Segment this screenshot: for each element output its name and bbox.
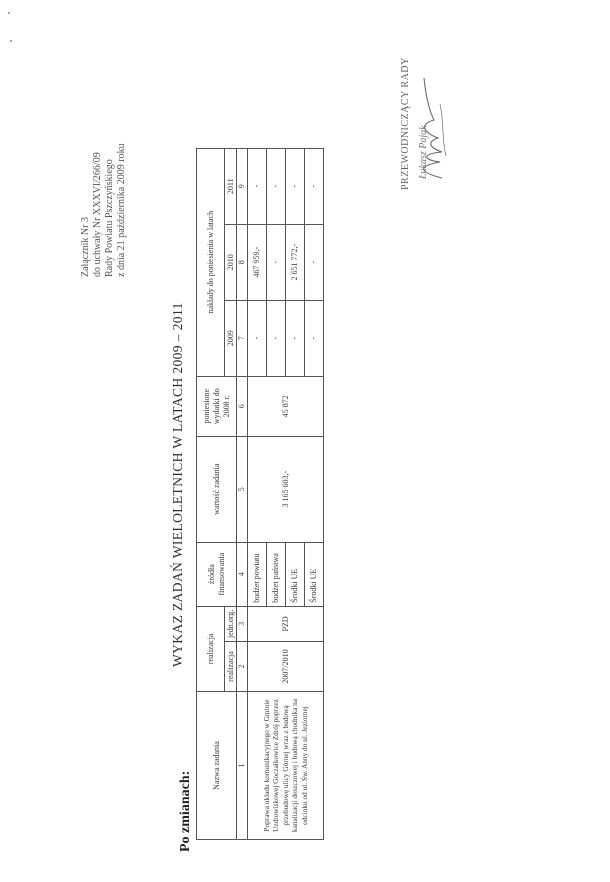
annex-line: Rady Powiatu Pszczyńskiego xyxy=(104,159,115,277)
header-sources: źródła finansowania xyxy=(197,542,237,606)
header-year-2010: 2010 xyxy=(225,224,237,300)
annex-line: do uchwały Nr XXXVI/266/09 xyxy=(92,152,103,277)
section-subtitle: Po zmianach: xyxy=(178,770,193,852)
column-number: 3 xyxy=(237,606,248,641)
signature-role: PRZEWODNICZĄCY RADY xyxy=(400,57,411,190)
outlay-2009-cell: - xyxy=(267,300,286,376)
task-period-cell: 2007/2010 xyxy=(248,642,324,692)
annex-header xyxy=(80,143,128,277)
scan-speck xyxy=(10,40,12,42)
header-outlays: nakłady do poniesienia w latach xyxy=(197,148,225,376)
outlay-2011-cell: - xyxy=(267,148,286,224)
header-year-2009: 2009 xyxy=(225,300,237,376)
outlay-2010-cell: 467 959,- xyxy=(248,224,267,300)
task-name-cell: Poprawa układu komunikacyjnego w Gminie Uzdrowiskowej Goczałkowice Zdrój poprzez przebudowę ulicy Górnej wraz z budową kanalizacji deszczowej i budową chodnika na odcinku od ul. Św. Anny do ul. Jeziornej xyxy=(248,692,324,840)
header-realizacja: realizacja xyxy=(197,606,225,691)
outlay-2010-cell: 2 651 772,- xyxy=(286,224,305,300)
document-title: WYKAZ ZADAŃ WIELOLETNICH W LATACH 2009 – 2011 xyxy=(170,302,185,667)
outlay-2009-cell: - xyxy=(286,300,305,376)
outlay-2010-cell: - xyxy=(305,224,324,300)
task-value-cell: 3 165 603,- xyxy=(248,436,324,542)
outlay-2010-cell: - xyxy=(267,224,286,300)
source-cell: budżet powiatu xyxy=(248,542,267,606)
tasks-table xyxy=(196,148,324,840)
column-number: 9 xyxy=(237,148,248,224)
scan-speck xyxy=(8,12,10,14)
task-unit-cell: PZD xyxy=(248,606,324,641)
annex-line: Załącznik Nr 3 xyxy=(80,217,91,277)
annex-line: z dnia 21 października 2009 roku xyxy=(116,143,127,277)
header-value: wartość zadania xyxy=(197,436,237,542)
column-number: 4 xyxy=(237,542,248,606)
column-number: 1 xyxy=(237,692,248,840)
column-number: 5 xyxy=(237,436,248,542)
source-cell: budżet państwa xyxy=(267,542,286,606)
signature-name: Łukasz Pająk xyxy=(418,125,429,179)
outlay-2009-cell: - xyxy=(305,300,324,376)
source-cell: Środki UE xyxy=(286,542,305,606)
outlay-2011-cell: - xyxy=(248,148,267,224)
header-unit: jedn.org. xyxy=(225,606,237,641)
header-task-name: Nazwa zadania xyxy=(197,692,237,840)
outlay-2009-cell: - xyxy=(248,300,267,376)
task-spent-cell: 45 872 xyxy=(248,376,324,436)
source-cell: Środki UE xyxy=(305,542,324,606)
header-spent: poniesione wydatki do 2008 r. xyxy=(197,376,237,436)
column-number: 6 xyxy=(237,376,248,436)
column-number: 8 xyxy=(237,224,248,300)
outlay-2011-cell: - xyxy=(305,148,324,224)
outlay-2011-cell: - xyxy=(286,148,305,224)
header-year-2011: 2011 xyxy=(225,148,237,224)
column-number: 7 xyxy=(237,300,248,376)
column-number: 2 xyxy=(237,642,248,692)
header-realizacja-sub: realizacja xyxy=(225,642,237,692)
